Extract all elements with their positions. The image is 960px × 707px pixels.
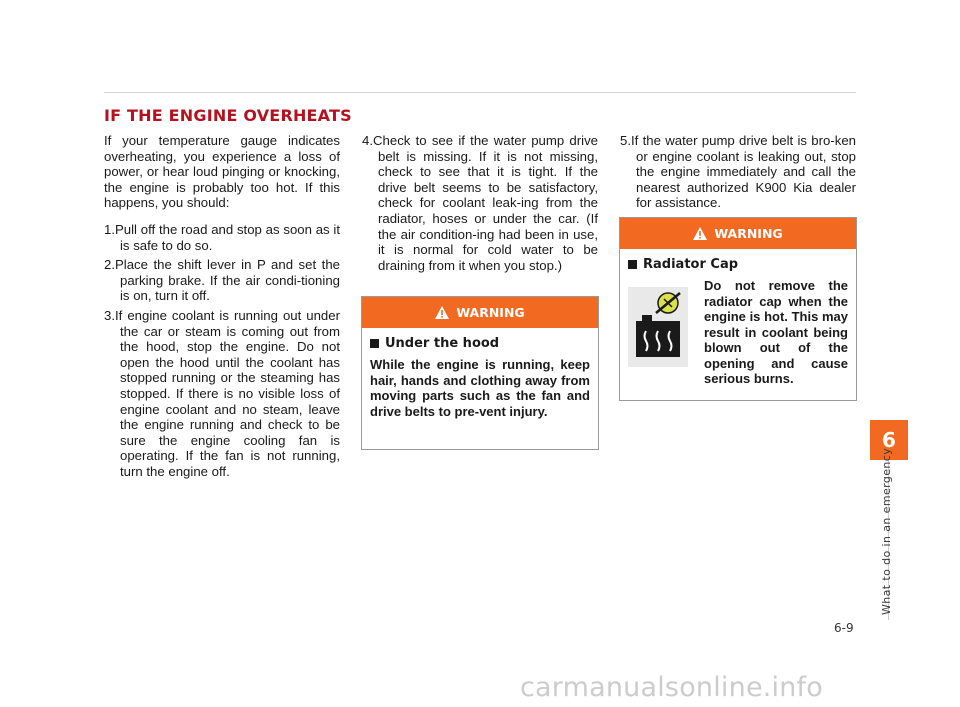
step-3: 3.If engine coolant is running out under the car or steam is coming out from the hood, stop the engine. Do not open the hood until the coolant has stopped running or the steaming has stopped. If there is no visible loss of engine coolant and no steam, leave the engine running and check to be sure the engine cooling fan is operating. If the fan is not running, turn the engine off.: [104, 307, 340, 479]
square-bullet-icon: [370, 339, 379, 348]
step-2: 2.Place the shift lever in P and set the parking brake. If the air condi-tioning is on, turn it off.: [104, 257, 340, 304]
warning-box-under-hood: [361, 296, 599, 450]
warning-subtitle-label: Radiator Cap: [643, 257, 739, 272]
section-title: IF THE ENGINE OVERHEATS: [104, 106, 352, 125]
chapter-tab: 6: [870, 420, 908, 460]
column-1: [104, 133, 340, 479]
square-bullet-icon: [628, 260, 637, 269]
warning-triangle-icon: [693, 227, 707, 240]
column-2: [362, 133, 598, 273]
column-3: [620, 133, 856, 211]
warning-header-label: WARNING: [456, 305, 525, 320]
warning-subtitle-label: Under the hood: [385, 336, 500, 351]
warning-subtitle: [370, 336, 590, 351]
warning-text: While the engine is running, keep hair, hands and clothing away from moving parts such as the fan and drive belts to pre-vent injury.: [370, 357, 590, 419]
chapter-label: What to do in an emergency: [880, 447, 893, 615]
step-1: 1.Pull off the road and stop as soon as it is safe to do so.: [104, 221, 340, 253]
header-rule: [104, 92, 856, 93]
watermark: carmanualsonline.info: [520, 672, 823, 703]
radiator-hot-icon: [628, 287, 688, 367]
warning-header: [620, 218, 856, 249]
warning-subtitle: [628, 257, 848, 272]
step-4: 4.Check to see if the water pump drive belt is missing. If it is not missing, check to see that it is tight. If the drive belt seems to be satisfactory, check for coolant leak-ing from the radiator, hoses or under the car. (If the air condition-ing had been in use, it is normal for cold water to be draining from it when you stop.): [362, 133, 598, 273]
page-number: 6-9: [834, 621, 854, 635]
step-5: 5.If the water pump drive belt is bro-ken or engine coolant is leaking out, stop the engine immediately and call the nearest authorized K900 Kia dealer for assistance.: [620, 133, 856, 211]
intro-paragraph: If your temperature gauge indicates overheating, you experience a loss of power, or hear loud pinging or knocking, the engine is probably too hot. If this happens, you should:: [104, 133, 340, 211]
warning-box-radiator-cap: [619, 217, 857, 401]
warning-header: [362, 297, 598, 328]
warning-header-label: WARNING: [714, 226, 783, 241]
warning-triangle-icon: [435, 306, 449, 319]
warning-text: Do not remove the radiator cap when the engine is hot. This may result in coolant being blown out of the opening and cause serious burns.: [704, 278, 848, 386]
